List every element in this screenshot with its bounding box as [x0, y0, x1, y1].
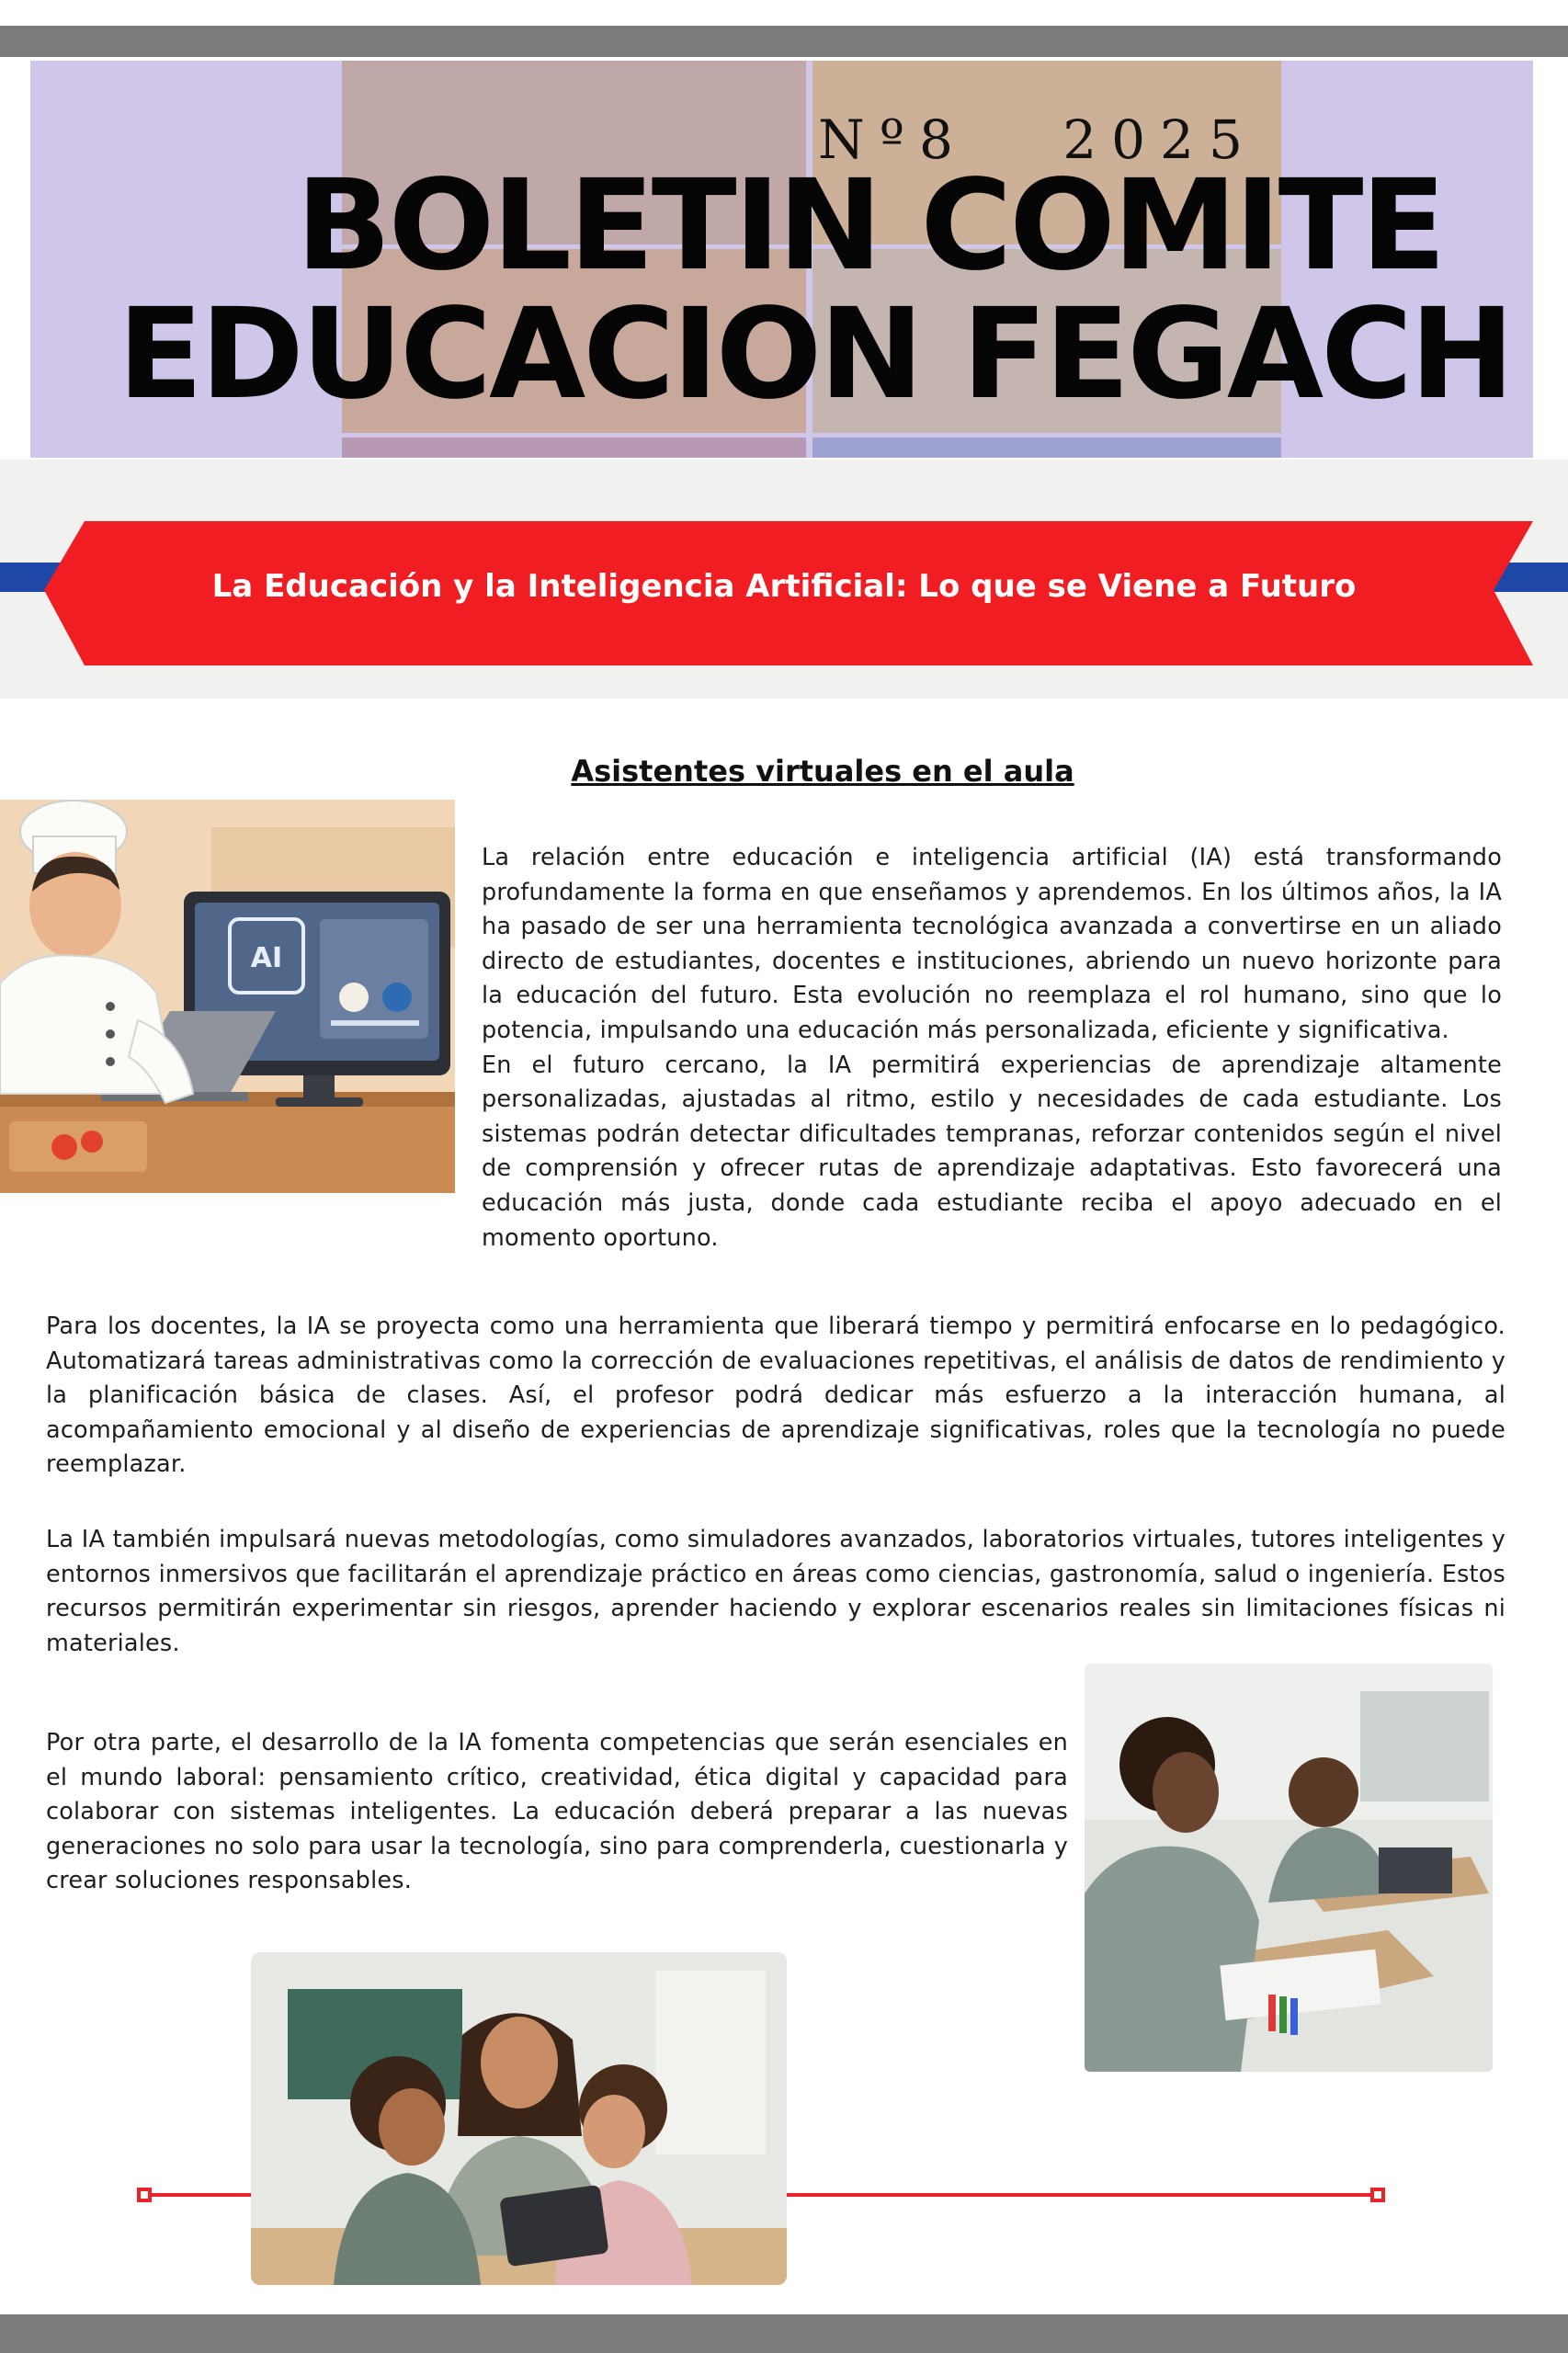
bottom-band	[0, 2314, 1568, 2353]
section-subtitle: Asistentes virtuales en el aula	[571, 754, 1074, 789]
newsletter-title-line2: EDUCACION FEGACH	[118, 282, 1512, 427]
banner-headline: La Educación y la Inteligencia Artificial: Lo que se Viene a Futuro	[211, 568, 1357, 605]
article-paragraph-5: Por otra parte, el desarrollo de la IA fomenta competencias que serán esenciales en el mundo laboral: pensamiento crítico, creatividad, ética digital y capacidad para colaborar con sistemas inteligentes. La educación deberá preparar a las nuevas generaciones no solo para usar la tecnología, sino para comprenderla, cuestionarla y crear soluciones responsables.	[46, 1729, 1068, 1895]
teacher-children-tablet-photo	[251, 1952, 787, 2285]
students-classroom-photo	[1085, 1664, 1493, 2072]
article-paragraph-block-5	[46, 1726, 1068, 1899]
article-paragraph-4: La IA también impulsará nuevas metodologías, como simuladores avanzados, laboratorios virtuales, tutores inteligentes y entornos inmersivos que facilitarán el aprendizaje práctico en áreas como ciencias, gastronomía, salud o ingeniería. Estos recursos permitirán experimentar sin riesgos, aprender haciendo y explorar escenarios reales sin limitaciones físicas ni materiales.	[46, 1526, 1506, 1657]
article-intro-column	[482, 841, 1502, 1256]
divider-end-square-right	[1370, 2188, 1385, 2202]
top-band	[0, 26, 1568, 57]
article-paragraph-block-3	[46, 1310, 1506, 1483]
divider-end-square-left	[137, 2188, 152, 2202]
article-paragraph-2: En el futuro cercano, la IA permitirá experiencias de aprendizaje altamente personalizadas, ajustadas al ritmo, estilo y necesidades de cada estudiante. Los sistemas podrán detectar dificultades tempranas, reforzar contenidos según el nivel de comprensión y ofrecer rutas de aprendizaje adaptativas. Esto favorecerá una educación más justa, donde cada estudiante reciba el apoyo adecuado en el momento oportuno.	[482, 1051, 1502, 1252]
ai-screen-label: AI	[250, 942, 283, 974]
issue-number: Nº8 2025	[818, 108, 1257, 171]
article-paragraph-3: Para los docentes, la IA se proyecta como una herramienta que liberará tiempo y permitirá enfocarse en lo pedagógico. Automatizará tareas administrativas como la corrección de evaluaciones repetitivas, el análisis de datos de rendimiento y la planificación básica de clases. Así, el profesor podrá dedicar más esfuerzo a la interacción humana, al acompañamiento emocional y al diseño de experiencias de aprendizaje significativas, roles que la tecnología no puede reemplazar.	[46, 1313, 1506, 1479]
article-paragraph-1: La relación entre educación e inteligencia artificial (IA) está transformando profundamente la forma en que enseñamos y aprendemos. En los últimos años, la IA ha pasado de ser una herramienta tecnológica avanzada a convertirse en un aliado directo de estudiantes, docentes e instituciones, abriendo un nuevo horizonte para la educación del futuro. Esta evolución no reemplaza el rol humano, sino que lo potencia, impulsando una educación más personalizada, eficiente y significativa.	[482, 844, 1502, 1044]
article-paragraph-block-4	[46, 1523, 1506, 1661]
newsletter-title-line1: BOLETIN COMITE	[296, 153, 1444, 299]
chef-ai-illustration	[0, 800, 455, 1193]
